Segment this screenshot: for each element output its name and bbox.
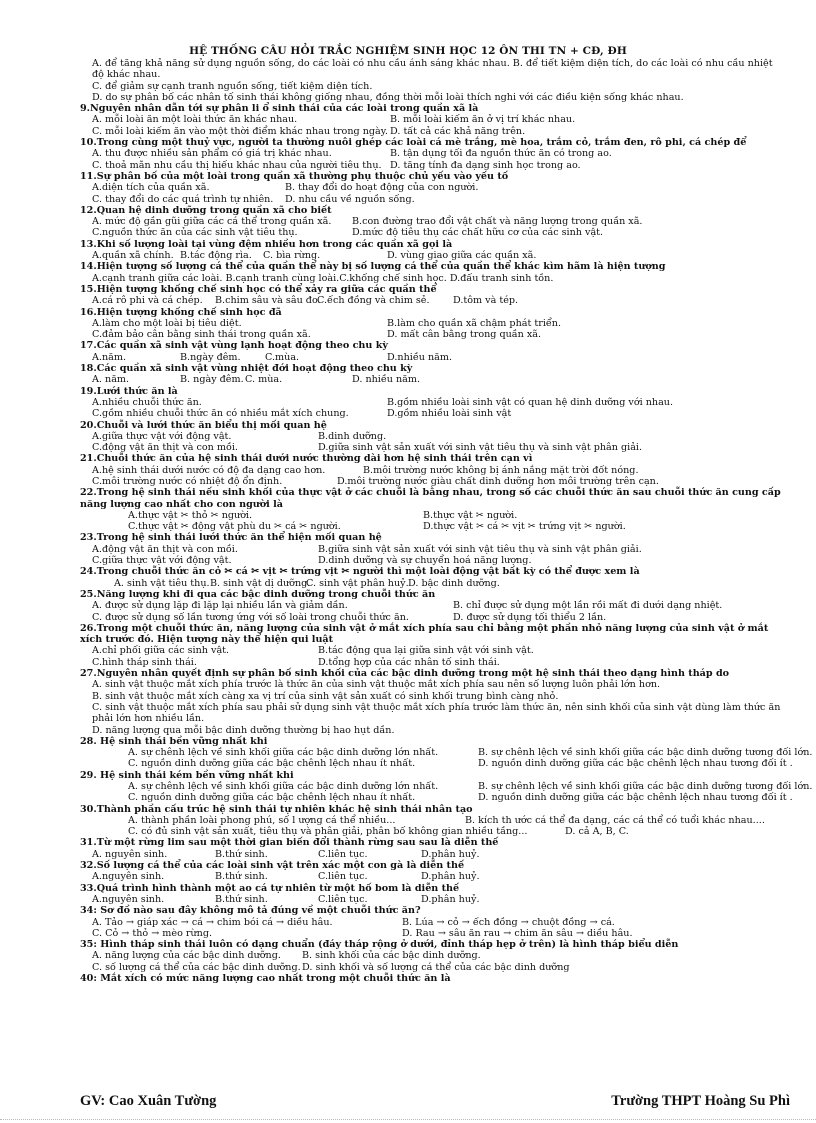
question-stem: 26.Trong một chuỗi thức ăn, năng lượng của sinh vật ở mắt xích phía sau chỉ bằng một phần nhỏ năng lượng của sinh vật ở mắt xích trước đó. Hiện tượng này thể hiện qui luật	[80, 622, 769, 646]
answer-option: D. sinh khối và số lượng cá thể của các bậc dinh dưỡng	[302, 961, 570, 973]
question-stem: 32.Số lượng cá thể của các loài sinh vật trên xác một con gà là diễn thế	[80, 860, 465, 872]
answer-option: D.phân huỷ.	[421, 893, 480, 905]
question-stem: 18.Các quần xã sinh vật vùng nhiệt đới hoạt động theo chu kỳ	[80, 363, 413, 375]
answer-option: D.thực vật ✂ cá ✂ vịt ✂ trứng vịt ✂ người.	[423, 521, 626, 533]
answer-option: B.dinh dưỡng.	[318, 430, 387, 442]
answer-option: A. năm.	[92, 374, 130, 386]
answer-option: A. thành phần loài phong phú, số l ượng cá thể nhiều...	[128, 814, 396, 826]
answer-row	[80, 194, 786, 205]
answer-row	[80, 318, 786, 329]
answer-option: B. Lúa → cỏ → ếch đồng → chuột đồng → cá.	[402, 916, 615, 928]
answer-row	[80, 781, 813, 792]
answer-option: B.ngày đêm.	[180, 351, 241, 363]
answer-row	[80, 227, 786, 238]
answer-option: C.nguồn thức ăn của các sinh vật tiêu thụ.	[92, 227, 298, 239]
answer-option: A. sự chênh lệch về sinh khối giữa các bậc dinh dưỡng lớn nhất.	[128, 747, 439, 759]
answer-option: C. được sử dụng số lần tương ứng với số loài trong chuỗi thức ăn.	[92, 611, 409, 623]
answer-option: A. mỗi loài ăn một loài thức ăn khác nhau.	[92, 114, 298, 126]
answer-option: D.tổng hợp của các nhân tố sinh thái.	[318, 656, 500, 668]
answer-option: D. cả A, B, C.	[565, 826, 629, 838]
question-stem: 35: Hình tháp sinh thái luôn có dạng chuẩn (đáy tháp rộng ở dưới, đỉnh tháp hẹp ở trên) là hình tháp biểu diễn	[80, 939, 679, 951]
answer-option: D.phân huỷ.	[421, 848, 480, 860]
answer-option: A.chỉ phối giữa các sinh vật.	[92, 645, 230, 657]
answer-option: C.liên tục.	[318, 893, 368, 905]
answer-option: C. thay đổi do các quá trình tự nhiên.	[92, 193, 274, 205]
answer-row	[80, 126, 786, 137]
answer-row	[80, 442, 786, 453]
answer-option: D. nguồn dinh dưỡng giữa các bậc chênh lệch nhau tương đối ít .	[478, 758, 793, 770]
answer-option: C.ếch đồng và chim sẻ.	[317, 295, 430, 307]
answer-option: C. thoả mãn nhu cầu thị hiếu khác nhau của người tiêu thụ.	[92, 159, 382, 171]
answer-option: C.liên tục.	[318, 848, 368, 860]
answer-option: A. nguyên sinh.	[92, 848, 168, 860]
footer-teacher: GV: Cao Xuân Tường	[80, 1093, 217, 1109]
answer-row	[80, 397, 786, 408]
question-stem: 10.Trong cùng một thuỷ vực, người ta thường nuôi ghép các loài cá mè trắng, mè hoa, trắm cỏ, trắm đen, rô phi, cá chép để	[80, 137, 747, 149]
answer-row	[80, 114, 786, 125]
answer-row	[80, 894, 786, 905]
answer-option: D. nguồn dinh dưỡng giữa các bậc chênh lệch nhau tương đối ít .	[478, 792, 793, 804]
answer-option: D. tất cả các khả năng trên.	[390, 125, 526, 137]
answer-row	[80, 476, 786, 487]
answer-row	[80, 826, 786, 837]
question-stem: 31.Từ một rừng lim sau một thời gian biến đổi thành rừng sau sau là diễn thế	[80, 837, 499, 849]
question-stem: 30.Thành phần cấu trúc hệ sinh thái tự nhiên khác hệ sinh thái nhân tạo	[80, 803, 473, 815]
answer-option: C.giữa thực vật với động vật.	[92, 555, 232, 567]
answer-option: B.chim sâu và sâu đo.	[215, 295, 321, 307]
answer-option: A.quần xã chính.	[92, 250, 174, 262]
question-stem: 15.Hiện tượng khống chế sinh học có thể xảy ra giữa các quần thể	[80, 283, 437, 295]
answer-option: D. nhiều năm.	[352, 374, 421, 386]
answer-option: B.thực vật ✂ người.	[423, 509, 518, 521]
answer-row	[80, 182, 786, 193]
question-stem: 19.Lưới thức ăn là	[80, 385, 178, 397]
answer-option: B.thứ sinh.	[215, 893, 268, 905]
answer-option: A. Tảo → giáp xác → cá → chim bói cá → diều hâu.	[92, 916, 333, 928]
answer-option: A.động vật ăn thịt và con mồi.	[92, 543, 238, 555]
question-stem: 14.Hiện tượng số lượng cá thể của quần thể này bị số lượng cá thể của quần thể khác kìm hãm là hiện tượng	[80, 261, 666, 273]
answer-option: A. sinh vật tiêu thụ.	[114, 577, 210, 589]
answer-row	[80, 431, 786, 442]
answer-option: B. mỗi loài kiếm ăn ở vị trí khác nhau.	[390, 114, 576, 126]
answer-option: C.hình tháp sinh thái.	[92, 656, 197, 668]
answer-option: C.mùa.	[265, 351, 300, 363]
answer-option: B.môi trường nước không bị ánh nắng mặt trời đốt nóng.	[363, 464, 639, 476]
page-title: HỆ THỐNG CÂU HỎI TRẮC NGHIỆM SINH HỌC 12 ÔN THI TN + CĐ, ĐH	[189, 45, 627, 57]
question-stem: 40: Mắt xích có mức năng lượng cao nhất trong một chuỗi thức ăn là	[80, 973, 451, 985]
question-stem: 24.Trong chuỗi thức ăn cỏ ✂ cá ✂ vịt ✂ trứng vịt ✂ người thì một loài động vật bất kỳ có thể được xem là	[80, 566, 640, 578]
answer-row	[80, 600, 786, 611]
answer-option: A.năm.	[92, 351, 127, 363]
footer-school: Trường THPT Hoàng Su Phì	[611, 1093, 790, 1109]
answer-row	[80, 645, 786, 656]
question-stem: 11.Sự phân bố của một loài trong quần xã thường phụ thuộc chủ yếu vào yếu tố	[80, 170, 509, 182]
answer-option: B. chỉ được sử dụng một lần rồi mất đi dưới dạng nhiệt.	[453, 600, 723, 612]
answer-option: B. kích th ước cá thể đa dạng, các cá thể có tuổi khác nhau....	[465, 814, 765, 826]
question-stem: 29. Hệ sinh thái kém bền vững nhất khi	[80, 769, 294, 781]
answer-option: B.tác động qua lại giữa sinh vật với sinh vật.	[318, 645, 534, 657]
answer-row	[80, 295, 786, 306]
answer-option: B. sinh vật dị dưỡng.	[210, 577, 311, 589]
answer-option: A.giữa thực vật với động vật.	[92, 430, 232, 442]
answer-row	[80, 352, 786, 363]
answer-row	[80, 544, 786, 555]
question-stem: 17.Các quần xã sinh vật vùng lạnh hoạt động theo chu kỳ	[80, 340, 388, 352]
page-bottom-divider	[0, 1119, 816, 1120]
answer-option: C.đảm bảo cân bằng sinh thái trong quần xã.	[92, 329, 311, 341]
answer-option: C. sinh vật phân huỷ.	[306, 577, 409, 589]
answer-option: C. sinh vật thuộc mắt xích phía sau phải sử dụng sinh vật thuộc mắt xích phía trước làm thức ăn, nên sinh khối của sinh vật dùng làm thức ăn phải lớn hơn nhiều lần.	[92, 701, 781, 725]
answer-option: C. Cỏ → thỏ → mèo rừng.	[92, 927, 213, 939]
answer-option: B.gồm nhiều loài sinh vật có quan hệ dinh dưỡng với nhau.	[387, 396, 674, 408]
answer-row	[80, 917, 786, 928]
answer-option: A. mức độ gần gũi giữa các cá thể trong quần xã.	[92, 216, 332, 228]
answer-option: D.môi trường nước giàu chất dinh dưỡng hơn môi trường trên cạn.	[337, 475, 659, 487]
answer-option: A.hệ sinh thái dưới nước có độ đa dạng cao hơn.	[92, 464, 326, 476]
answer-row	[80, 148, 786, 159]
answer-option: A.nhiều chuỗi thức ăn.	[92, 396, 202, 408]
question-stem: 20.Chuỗi và lưới thức ăn biểu thị mối quan hệ	[80, 419, 327, 431]
answer-row	[80, 216, 786, 227]
answer-option: C.môi trường nước có nhiệt độ ổn định.	[92, 475, 283, 487]
answer-row	[80, 871, 786, 882]
question-stem: 25.Năng lượng khi đi qua các bậc dinh dưỡng trong chuỗi thức ăn	[80, 588, 436, 600]
answer-option: A.làm cho một loài bị tiêu diệt.	[92, 317, 242, 329]
question-stem: 16.Hiện tượng khống chế sinh học đã	[80, 306, 282, 318]
question-list	[80, 58, 813, 985]
answer-option: A.thực vật ✂ thỏ ✂ người.	[128, 509, 253, 521]
answer-option: D. nhu cầu về nguồn sống.	[285, 193, 415, 205]
answer-option: B. sinh vật thuộc mắt xích càng xa vị trí của sinh vật sản xuất có sinh khối trung bình càng nhỏ.	[92, 690, 559, 702]
answer-option: B.tác động rìa.	[180, 250, 252, 262]
page-footer	[80, 1093, 790, 1111]
answer-option: A.diện tích của quần xã.	[92, 182, 210, 194]
answer-row	[80, 329, 786, 340]
answer-option: A. được sử dụng lặp đi lặp lại nhiều lần và giảm dần.	[92, 600, 348, 612]
answer-option: D.nhiều năm.	[387, 351, 453, 363]
question-stem: 22.Trong hệ sinh thái nếu sinh khối của thực vật ở các chuỗi là bằng nhau, trong số các chuỗi thức ăn sau chuỗi thức ăn cung cấp năng lượng cao nhất cho con người là	[80, 487, 781, 510]
answer-option: C. nguồn dinh dưỡng giữa các bậc chênh lệch nhau ít nhất.	[128, 758, 416, 770]
answer-option: C.liên tục.	[318, 871, 368, 883]
answer-option: D.dinh dưỡng và sự chuyển hoá năng lượng.	[318, 555, 532, 567]
answer-option: B. sinh khối của các bậc dinh dưỡng.	[302, 950, 481, 962]
answer-option: A.cạnh tranh giữa các loài. B.cạnh tranh cùng loài.C.khống chế sinh học. D.đấu tranh sinh tồn.	[92, 272, 554, 284]
answer-option: D.phân huỷ.	[421, 871, 480, 883]
question-stem: 9.Nguyên nhân dẫn tới sự phân li ổ sinh thái của các loài trong quần xã là	[80, 103, 479, 115]
answer-option: A.cá rô phi và cá chép.	[92, 295, 203, 307]
answer-option: B. thay đổi do hoạt động của con người.	[285, 182, 479, 194]
answer-option: B.thứ sinh.	[215, 871, 268, 883]
answer-option: B.giữa sinh vật sản xuất với sinh vật tiêu thụ và sinh vật phân giải.	[318, 543, 642, 555]
answer-option: D. do sự phân bố các nhân tố sinh thái không giống nhau, đồng thời mỗi loài thích nghi với các điều kiện sống khác nhau.	[92, 91, 684, 103]
answer-option: A. năng lượng của các bậc dinh dưỡng.	[92, 950, 281, 962]
answer-option: C.động vật ăn thịt và con mồi.	[92, 442, 238, 454]
answer-row	[80, 465, 786, 476]
answer-option: C. nguồn dinh dưỡng giữa các bậc chênh lệch nhau ít nhất.	[128, 792, 416, 804]
answer-row	[80, 578, 786, 589]
answer-option: D. tăng tính đa dạng sinh học trong ao.	[390, 159, 581, 171]
answer-row	[80, 962, 786, 973]
answer-row	[80, 758, 793, 770]
answer-option: C. để giảm sự cạnh tranh nguồn sống, tiết kiệm diện tích.	[92, 80, 373, 92]
answer-row	[80, 160, 786, 171]
answer-option: D. Rau → sâu ăn rau → chim ăn sâu → diều hâu.	[402, 927, 633, 939]
answer-option: C.gồm nhiều chuỗi thức ăn có nhiều mắt xích chung.	[92, 408, 349, 420]
answer-row	[80, 815, 786, 826]
answer-option: A.nguyên sinh.	[92, 893, 165, 905]
answer-option: D.tôm và tép.	[453, 295, 519, 307]
answer-option: B. ngày đêm.	[180, 374, 244, 386]
answer-option: A. sinh vật thuộc mắt xích phía trước là thức ăn của sinh vật thuộc mắt xích phía sau nên số lượng luôn phải lớn hơn.	[92, 679, 661, 691]
answer-row	[80, 374, 786, 385]
question-stem: 12.Quan hệ dinh dưỡng trong quần xã cho biết	[80, 204, 332, 216]
answer-option: B. tận dụng tối đa nguồn thức ăn có trong ao.	[390, 148, 612, 160]
answer-row	[80, 250, 786, 261]
answer-option: B.con đường trao đổi vật chất và năng lượng trong quần xã.	[352, 216, 643, 228]
answer-row	[80, 849, 786, 860]
answer-option: C.thực vật ✂ động vật phù du ✂ cá ✂ người.	[128, 521, 341, 533]
answer-option: D. bậc dinh dưỡng.	[408, 577, 500, 589]
answer-option: B. sự chênh lệch về sinh khối giữa các bậc dinh dưỡng tương đối lớn.	[478, 781, 813, 792]
answer-row	[80, 950, 786, 961]
answer-option: C. bìa rừng.	[263, 250, 321, 262]
question-stem: 34: Sơ đồ nào sau đây không mô tả đúng về một chuỗi thức ăn?	[80, 905, 421, 917]
answer-row	[80, 657, 786, 668]
answer-option: D.giữa sinh vật sản xuất với sinh vật tiêu thụ và sinh vật phân giải.	[318, 442, 643, 454]
question-stem: 13.Khi số lượng loài tại vùng đệm nhiều hơn trong các quần xã gọi là	[80, 238, 453, 250]
answer-option: A. thu được nhiều sản phẩm có giá trị khác nhau.	[92, 148, 332, 160]
answer-option: A. sự chênh lệch về sinh khối giữa các bậc dinh dưỡng lớn nhất.	[128, 781, 439, 792]
answer-row	[80, 408, 786, 419]
answer-row	[80, 521, 786, 532]
answer-row	[80, 510, 786, 521]
answer-option: B. sự chênh lệch về sinh khối giữa các bậc dinh dưỡng tương đối lớn.	[478, 747, 813, 759]
answer-option: C. mùa.	[245, 374, 283, 386]
answer-row	[80, 612, 786, 623]
question-stem: 28. Hệ sinh thái bền vững nhất khi	[80, 735, 268, 747]
answer-option: D. được sử dụng tối thiểu 2 lần.	[453, 611, 607, 623]
answer-option: D. mất cân bằng trong quần xã.	[387, 329, 542, 341]
answer-option: C. mỗi loài kiếm ăn vào một thời điểm khác nhau trong ngày.	[92, 125, 388, 137]
answer-row	[80, 792, 793, 804]
answer-option: D. năng lượng qua mỗi bậc dinh dưỡng thường bị hao hụt dần.	[92, 724, 395, 736]
question-stem: 21.Chuỗi thức ăn của hệ sinh thái dưới nước thường dài hơn hệ sinh thái trên cạn vì	[80, 453, 533, 465]
answer-row	[80, 928, 786, 939]
answer-option: D.mức độ tiêu thụ các chất hữu cơ của các sinh vật.	[352, 227, 604, 239]
answer-row	[80, 555, 786, 566]
answer-option: D.gồm nhiều loài sinh vật	[387, 408, 512, 420]
question-stem: 27.Nguyên nhân quyết định sự phân bố sinh khối của các bậc dinh dưỡng trong một hệ sinh thái theo dạng hình tháp do	[80, 668, 730, 680]
answer-option: A. để tăng khả năng sử dụng nguồn sống, do các loài có nhu cầu ánh sáng khác nhau. B. để tiết kiệm diện tích, do các loài có nhu cầu nhiệt độ khác nhau.	[92, 58, 773, 81]
question-stem: 33.Quá trình hình thành một ao cá tự nhiên từ một hố bom là diễn thế	[80, 882, 460, 894]
answer-option: B.thứ sinh.	[215, 848, 268, 860]
question-stem: 23.Trong hệ sinh thái lưới thức ăn thể hiện mối quan hệ	[80, 532, 382, 544]
answer-option: C. có đủ sinh vật sản xuất, tiêu thụ và phân giải, phân bố không gian nhiều tầng...	[128, 826, 528, 838]
answer-option: C. số lượng cá thể của các bậc dinh dưỡng.	[92, 961, 301, 973]
answer-option: A.nguyên sinh.	[92, 871, 165, 883]
answer-option: B.làm cho quần xã chậm phát triển.	[387, 317, 562, 329]
answer-option: D. vùng giao giữa các quần xã.	[387, 250, 537, 262]
answer-row	[80, 747, 813, 759]
